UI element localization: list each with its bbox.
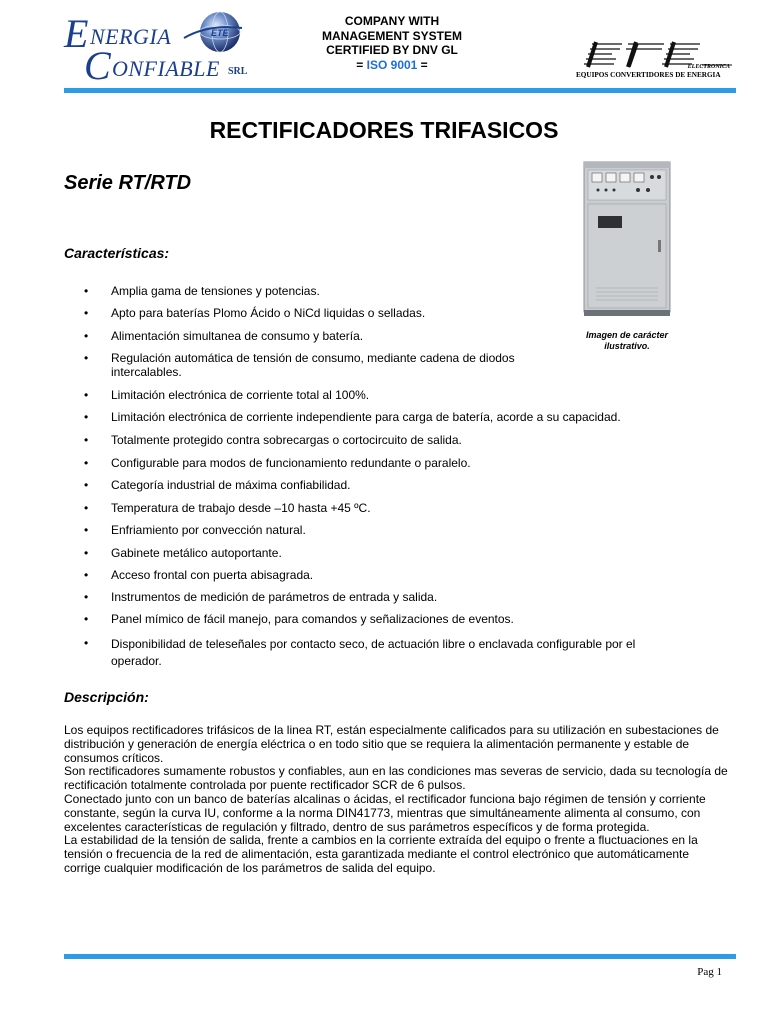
logo-letter-e: E: [64, 11, 89, 56]
description-body: [64, 724, 728, 876]
bullet-icon: •: [84, 478, 89, 492]
series-title: Serie RT/RTD: [64, 172, 192, 194]
bullet-icon: •: [84, 329, 89, 343]
page-title: RECTIFICADORES TRIFASICOS: [209, 117, 559, 143]
cert-line-1: COMPANY WITH: [344, 14, 440, 28]
bullet-icon: •: [84, 546, 89, 560]
cert-iso-line: [306, 58, 478, 73]
bullet-icon: •: [84, 306, 89, 320]
bullet-icon: •: [84, 456, 89, 470]
bullet-icon: •: [84, 523, 89, 537]
description-paragraph: La estabilidad de la tensión de salida, frente a cambios en la corriente extraída del equipo o frente a fluctuaciones en la tensión o frecuencia de la red de alimentación, esta garantizada mediante el control electrónico que automáticamente corrige cualquier modificación de los parámetros de salida del equipo.: [64, 833, 698, 875]
globe-logo-text: ETE: [211, 28, 229, 38]
brand-tagline: EQUIPOS CONVERTIDORES DE ENERGIA: [576, 71, 721, 79]
cert-line-3: CERTIFIED BY DNV GL: [326, 43, 458, 57]
logo-word-onfiable: ONFIABLE: [112, 56, 220, 81]
ete-brand-logo: [572, 40, 736, 82]
bullet-icon: •: [84, 433, 89, 447]
cert-iso-prefix: =: [356, 57, 367, 72]
bullet-icon: •: [84, 568, 89, 582]
cert-iso-label: ISO 9001: [366, 57, 418, 72]
logo-letter-c: C: [84, 43, 111, 88]
cert-iso-suffix: =: [417, 57, 428, 72]
bullet-icon: •: [84, 388, 89, 402]
bullet-icon: •: [84, 590, 89, 604]
page-number: Pag 1: [697, 966, 722, 978]
globe-icon: [178, 10, 244, 56]
header-divider: [64, 88, 736, 93]
description-paragraph: Son rectificadores sumamente robustos y confiables, aun en las condiciones mas severas de servicio, dada su tecnología de rectificación totalmente controlada por puente rectificador SCR de 6 pulsos.: [64, 764, 728, 793]
logo-word-nergia: NERGIA: [90, 24, 172, 49]
description-paragraph: Los equipos rectificadores trifásicos de la linea RT, están especialmente calificados para su utilización en subestaciones de distribución y generación de energía eléctrica o en todo sitio que se requiera la alimentación permanente y estable de consumos críticos.: [64, 723, 719, 765]
bullet-icon: •: [84, 351, 89, 365]
footer-divider: [64, 954, 736, 959]
bullet-icon: •: [84, 284, 89, 298]
image-caption: Imagen de carácter ilustrativo.: [585, 330, 669, 351]
certification-block: [306, 14, 478, 72]
bullet-icon: •: [84, 636, 89, 650]
bullet-icon: •: [84, 501, 89, 515]
brand-subtitle: ELECTRONICA: [687, 64, 730, 70]
bullet-icon: •: [84, 410, 89, 424]
bullet-icon: •: [84, 612, 89, 626]
cert-line-2: MANAGEMENT SYSTEM: [321, 28, 462, 43]
description-paragraph: Conectado junto con un banco de baterías alcalinas o ácidas, el rectificador funciona bajo régimen de tensión y corriente constante, según la curva IU, conforme a la norma DIN41773, mientras que simultáneamente alimenta al consumo, con excelentes características de regulación y filtrado, dentro de sus parámetros específicos y de forma protegida.: [64, 791, 706, 834]
characteristics-heading: Características:: [64, 245, 170, 261]
energia-confiable-logo: [64, 10, 264, 88]
logo-suffix-srl: SRL: [228, 66, 248, 77]
description-heading: Descripción:: [64, 689, 149, 705]
